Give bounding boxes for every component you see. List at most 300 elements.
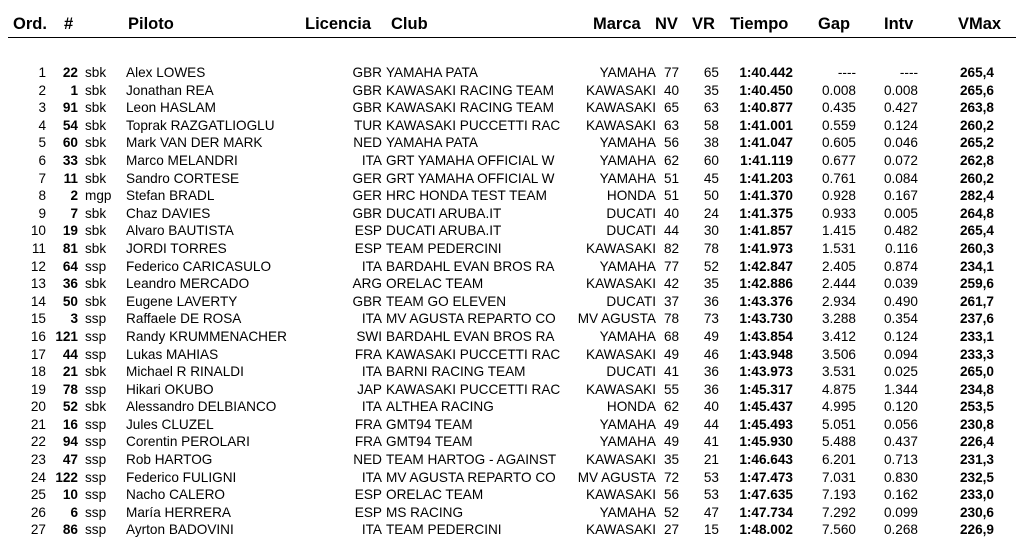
cell-cls: ssp (85, 522, 107, 538)
cell-marca: KAWASAKI (586, 276, 656, 292)
cell-tiempo: 1:41.047 (739, 135, 793, 151)
cell-gap: 2.444 (821, 276, 856, 292)
cell-marca: HONDA (606, 399, 656, 415)
cell-marca: YAMAHA (599, 328, 656, 344)
table-row (0, 152, 1024, 170)
cell-ord: 4 (38, 117, 46, 133)
cell-nv: 62 (664, 399, 680, 415)
cell-num: 47 (62, 452, 78, 468)
cell-nv: 63 (664, 117, 680, 133)
cell-num: 54 (62, 117, 78, 133)
cell-ord: 13 (30, 276, 46, 292)
cell-intv: 0.039 (883, 276, 918, 292)
cell-num: 11 (63, 170, 78, 186)
table-row (0, 451, 1024, 469)
cell-lic: ESP (354, 504, 382, 520)
cell-marca: KAWASAKI (586, 381, 656, 397)
cell-gap: 7.193 (821, 487, 856, 503)
header-ord: Ord. (13, 15, 47, 33)
cell-nv: 37 (664, 293, 680, 309)
cell-vr: 44 (703, 416, 719, 432)
cell-marca: KAWASAKI (586, 522, 656, 538)
cell-tiempo: 1:45.930 (739, 434, 793, 450)
cell-club: BARNI RACING TEAM (386, 364, 526, 380)
cell-club: DUCATI ARUBA.IT (386, 223, 502, 239)
cell-nv: 78 (664, 311, 680, 327)
cell-num: 19 (62, 223, 78, 239)
cell-cls: ssp (85, 381, 107, 397)
cell-cls: ssp (85, 487, 107, 503)
cell-cls: sbk (85, 82, 107, 98)
cell-vr: 45 (703, 170, 719, 186)
table-row (0, 205, 1024, 223)
cell-nv: 35 (664, 452, 680, 468)
cell-gap: 4.875 (821, 381, 856, 397)
cell-intv: 0.427 (883, 100, 918, 116)
cell-cls: sbk (85, 276, 107, 292)
cell-tiempo: 1:43.973 (739, 364, 793, 380)
table-row (0, 486, 1024, 504)
cell-intv: 0.482 (883, 223, 918, 239)
cell-intv: 0.099 (883, 504, 918, 520)
cell-intv: 0.167 (883, 188, 918, 204)
cell-tiempo: 1:40.450 (739, 82, 793, 98)
cell-club: ORELAC TEAM (386, 487, 484, 503)
cell-tiempo: 1:40.877 (739, 100, 793, 116)
table-row (0, 64, 1024, 82)
cell-num: 60 (62, 135, 78, 151)
cell-ord: 2 (38, 82, 46, 98)
cell-club: KAWASAKI RACING TEAM (386, 100, 554, 116)
cell-marca: MV AGUSTA (577, 311, 656, 327)
cell-club: MV AGUSTA REPARTO CO (386, 311, 556, 327)
header-divider (8, 37, 1016, 38)
cell-vmax: 233,3 (959, 346, 994, 362)
cell-gap: 7.031 (821, 469, 856, 485)
cell-cls: sbk (85, 240, 107, 256)
cell-piloto: Ayrton BADOVINI (126, 522, 234, 538)
cell-num: 91 (62, 100, 78, 116)
cell-gap: 0.933 (821, 205, 856, 221)
table-row (0, 258, 1024, 276)
cell-club: BARDAHL EVAN BROS RA (386, 328, 555, 344)
cell-tiempo: 1:47.734 (739, 504, 793, 520)
cell-vmax: 233,1 (959, 328, 994, 344)
cell-vr: 65 (703, 65, 719, 80)
cell-piloto: Stefan BRADL (126, 188, 215, 204)
cell-nv: 77 (664, 258, 680, 274)
cell-cls: ssp (85, 328, 107, 344)
cell-tiempo: 1:42.886 (739, 276, 793, 292)
cell-cls: ssp (85, 434, 107, 450)
cell-club: YAMAHA PATA (386, 135, 478, 151)
cell-vr: 63 (703, 100, 719, 116)
cell-vr: 50 (703, 188, 719, 204)
cell-piloto: Leandro MERCADO (126, 276, 250, 292)
cell-vmax: 232,5 (959, 469, 994, 485)
cell-vmax: 264,8 (959, 205, 994, 221)
cell-vr: 21 (703, 452, 719, 468)
cell-cls: sbk (85, 170, 107, 186)
cell-club: BARDAHL EVAN BROS RA (386, 258, 555, 274)
table-row (0, 346, 1024, 364)
cell-ord: 10 (30, 223, 46, 239)
cell-vmax: 261,7 (959, 293, 994, 309)
cell-vr: 36 (703, 293, 719, 309)
cell-vmax: 230,6 (959, 504, 994, 520)
cell-num: 122 (55, 469, 78, 485)
cell-num: 22 (62, 65, 78, 80)
cell-marca: YAMAHA (599, 434, 656, 450)
cell-vmax: 230,8 (959, 416, 994, 432)
cell-ord: 23 (30, 452, 46, 468)
cell-tiempo: 1:41.370 (739, 188, 793, 204)
cell-piloto: JORDI TORRES (126, 240, 227, 256)
cell-ord: 1 (38, 65, 46, 80)
cell-marca: KAWASAKI (586, 82, 656, 98)
cell-intv: 0.354 (883, 311, 918, 327)
cell-club: ALTHEA RACING (386, 399, 494, 415)
cell-piloto: María HERRERA (126, 504, 231, 520)
cell-lic: TUR (354, 117, 382, 133)
cell-marca: DUCATI (606, 223, 656, 239)
table-row (0, 170, 1024, 188)
cell-tiempo: 1:41.375 (739, 205, 793, 221)
cell-club: MV AGUSTA REPARTO CO (386, 469, 556, 485)
cell-intv: 0.084 (883, 170, 918, 186)
cell-nv: 65 (664, 100, 680, 116)
cell-tiempo: 1:47.635 (739, 487, 793, 503)
cell-piloto: Mark VAN DER MARK (126, 135, 263, 151)
cell-marca: DUCATI (606, 293, 656, 309)
cell-intv: 0.116 (884, 240, 918, 256)
cell-cls: ssp (85, 452, 107, 468)
cell-nv: 62 (664, 152, 680, 168)
cell-intv: 0.490 (883, 293, 918, 309)
cell-gap: 3.412 (821, 328, 856, 344)
cell-num: 44 (62, 346, 78, 362)
cell-vr: 78 (703, 240, 719, 256)
cell-tiempo: 1:47.473 (739, 469, 793, 485)
cell-nv: 56 (664, 487, 680, 503)
cell-cls: sbk (85, 135, 107, 151)
cell-num: 21 (62, 364, 78, 380)
cell-gap: 3.288 (821, 311, 856, 327)
cell-club: HRC HONDA TEST TEAM (386, 188, 547, 204)
cell-nv: 42 (664, 276, 680, 292)
cell-nv: 49 (664, 346, 680, 362)
cell-vmax: 265,6 (959, 82, 994, 98)
cell-nv: 40 (664, 82, 680, 98)
header-vmax: VMax (958, 15, 1002, 33)
cell-lic: GBR (352, 65, 382, 80)
table-row (0, 363, 1024, 381)
cell-num: 7 (70, 205, 78, 221)
cell-vmax: 260,2 (959, 170, 994, 186)
cell-marca: MV AGUSTA (577, 469, 656, 485)
cell-ord: 18 (30, 364, 46, 380)
cell-ord: 26 (30, 504, 46, 520)
cell-cls: sbk (85, 293, 107, 309)
cell-lic: GER (352, 188, 382, 204)
cell-intv: 0.874 (883, 258, 918, 274)
cell-piloto: Eugene LAVERTY (126, 293, 238, 309)
cell-gap: 1.531 (821, 240, 856, 256)
cell-piloto: Alex LOWES (126, 65, 206, 80)
cell-intv: 0.120 (883, 399, 918, 415)
cell-cls: mgp (85, 188, 112, 204)
cell-piloto: Federico FULIGNI (126, 469, 237, 485)
cell-num: 2 (70, 188, 78, 204)
cell-lic: FRA (354, 434, 382, 450)
cell-marca: YAMAHA (599, 65, 656, 80)
cell-marca: DUCATI (606, 205, 656, 221)
cell-gap: 7.292 (821, 504, 856, 520)
cell-vmax: 265,4 (959, 223, 994, 239)
cell-piloto: Corentin PEROLARI (126, 434, 250, 450)
cell-cls: sbk (85, 399, 107, 415)
cell-lic: ARG (352, 276, 382, 292)
cell-vmax: 234,1 (959, 258, 994, 274)
cell-cls: ssp (85, 504, 107, 520)
cell-vmax: 237,6 (959, 311, 994, 327)
cell-marca: YAMAHA (599, 416, 656, 432)
cell-ord: 9 (38, 205, 46, 221)
cell-vmax: 265,2 (959, 135, 994, 151)
cell-marca: YAMAHA (599, 170, 656, 186)
cell-num: 52 (62, 399, 78, 415)
header-nv: NV (655, 15, 678, 33)
table-row (0, 117, 1024, 135)
cell-gap: 0.008 (821, 82, 856, 98)
cell-intv: 0.025 (883, 364, 918, 380)
table-row (0, 82, 1024, 100)
cell-cls: ssp (85, 258, 107, 274)
cell-vmax: 231,3 (959, 452, 994, 468)
cell-num: 94 (62, 434, 78, 450)
cell-vr: 46 (703, 346, 719, 362)
cell-nv: 51 (664, 188, 680, 204)
cell-lic: GBR (352, 205, 382, 221)
cell-tiempo: 1:45.437 (739, 399, 793, 415)
cell-vr: 35 (703, 276, 719, 292)
cell-cls: sbk (85, 65, 107, 80)
table-row (0, 433, 1024, 451)
cell-vmax: 265,0 (959, 364, 994, 380)
cell-piloto: Michael R RINALDI (126, 364, 244, 380)
cell-piloto: Toprak RAZGATLIOGLU (126, 117, 275, 133)
cell-ord: 14 (30, 293, 46, 309)
cell-marca: KAWASAKI (586, 452, 656, 468)
cell-tiempo: 1:41.973 (739, 240, 793, 256)
cell-nv: 51 (664, 170, 680, 186)
cell-nv: 49 (664, 416, 680, 432)
cell-num: 36 (62, 276, 78, 292)
cell-gap: 0.928 (821, 188, 856, 204)
cell-ord: 7 (38, 170, 46, 186)
cell-lic: ITA (361, 522, 382, 538)
cell-num: 121 (55, 328, 78, 344)
cell-tiempo: 1:43.730 (739, 311, 793, 327)
cell-vmax: 265,4 (959, 65, 994, 80)
cell-lic: ESP (354, 487, 382, 503)
cell-lic: ITA (361, 311, 382, 327)
cell-num: 3 (70, 311, 78, 327)
cell-num: 33 (62, 152, 78, 168)
header-gap: Gap (818, 15, 851, 33)
cell-lic: NED (353, 135, 382, 151)
cell-marca: YAMAHA (599, 135, 656, 151)
cell-tiempo: 1:41.001 (739, 117, 793, 133)
cell-marca: KAWASAKI (586, 240, 656, 256)
header-club: Club (391, 15, 428, 33)
cell-intv: ---- (899, 65, 918, 80)
cell-vr: 52 (703, 258, 719, 274)
cell-ord: 21 (30, 416, 46, 432)
header-tiempo: Tiempo (730, 15, 789, 33)
cell-num: 16 (62, 416, 78, 432)
cell-intv: 0.713 (883, 452, 918, 468)
cell-piloto: Jonathan REA (126, 82, 214, 98)
cell-lic: GER (352, 170, 382, 186)
cell-nv: 27 (664, 522, 680, 538)
cell-gap: 0.435 (821, 100, 856, 116)
table-row (0, 99, 1024, 117)
cell-lic: NED (353, 452, 382, 468)
cell-tiempo: 1:41.857 (739, 223, 793, 239)
cell-marca: KAWASAKI (586, 100, 656, 116)
cell-intv: 0.056 (883, 416, 918, 432)
cell-tiempo: 1:48.002 (739, 522, 793, 538)
cell-marca: YAMAHA (599, 152, 656, 168)
cell-cls: ssp (85, 346, 107, 362)
cell-num: 78 (62, 381, 78, 397)
cell-vr: 41 (703, 434, 719, 450)
cell-piloto: Lukas MAHIAS (126, 346, 219, 362)
cell-gap: 1.415 (821, 223, 856, 239)
cell-ord: 12 (30, 258, 46, 274)
cell-vr: 36 (703, 381, 719, 397)
cell-club: DUCATI ARUBA.IT (386, 205, 502, 221)
cell-nv: 82 (664, 240, 680, 256)
table-row (0, 521, 1024, 539)
cell-ord: 5 (38, 135, 46, 151)
cell-club: MS RACING (386, 504, 464, 520)
cell-nv: 41 (664, 364, 680, 380)
table-row (0, 381, 1024, 399)
cell-tiempo: 1:43.854 (739, 328, 793, 344)
cell-vr: 73 (703, 311, 719, 327)
cell-ord: 6 (38, 152, 46, 168)
cell-club: GRT YAMAHA OFFICIAL W (386, 170, 555, 186)
cell-gap: 3.506 (821, 346, 856, 362)
header-intv: Intv (884, 15, 914, 33)
table-row (0, 240, 1024, 258)
table-row (0, 293, 1024, 311)
cell-intv: 0.268 (883, 522, 918, 538)
cell-num: 81 (62, 240, 78, 256)
cell-marca: KAWASAKI (586, 346, 656, 362)
table-row (0, 310, 1024, 328)
cell-num: 64 (62, 258, 78, 274)
cell-num: 10 (62, 487, 78, 503)
cell-intv: 1.344 (883, 381, 918, 397)
cell-tiempo: 1:41.203 (739, 170, 793, 186)
cell-gap: 5.051 (821, 416, 856, 432)
header-vr: VR (692, 15, 715, 33)
cell-vr: 58 (703, 117, 719, 133)
cell-num: 86 (62, 522, 78, 538)
cell-vmax: 260,3 (959, 240, 994, 256)
cell-vmax: 233,0 (959, 487, 994, 503)
cell-ord: 16 (30, 328, 46, 344)
cell-lic: ITA (361, 469, 382, 485)
cell-marca: YAMAHA (599, 258, 656, 274)
cell-vmax: 226,4 (959, 434, 994, 450)
cell-vr: 40 (703, 399, 719, 415)
cell-club: TEAM PEDERCINI (386, 522, 502, 538)
cell-cls: sbk (85, 152, 107, 168)
cell-piloto: Rob HARTOG (126, 452, 213, 468)
cell-lic: ITA (361, 364, 382, 380)
table-row (0, 187, 1024, 205)
cell-nv: 72 (664, 469, 680, 485)
cell-intv: 0.830 (883, 469, 918, 485)
cell-piloto: Nacho CALERO (126, 487, 225, 503)
cell-lic: ITA (361, 258, 382, 274)
cell-gap: 2.405 (821, 258, 856, 274)
table-row (0, 504, 1024, 522)
cell-ord: 22 (30, 434, 46, 450)
cell-lic: ESP (354, 240, 382, 256)
cell-nv: 68 (664, 328, 680, 344)
cell-club: YAMAHA PATA (386, 65, 478, 80)
cell-club: TEAM HARTOG - AGAINST (386, 452, 557, 468)
cell-lic: ESP (354, 223, 382, 239)
cell-tiempo: 1:43.376 (739, 293, 793, 309)
cell-intv: 0.008 (883, 82, 918, 98)
cell-lic: SWI (356, 328, 382, 344)
cell-lic: JAP (357, 381, 382, 397)
cell-vr: 53 (703, 469, 719, 485)
cell-gap: 0.761 (821, 170, 856, 186)
cell-gap: 7.560 (821, 522, 856, 538)
table-row (0, 469, 1024, 487)
cell-piloto: Chaz DAVIES (126, 205, 211, 221)
cell-intv: 0.046 (883, 135, 918, 151)
cell-gap: 4.995 (821, 399, 856, 415)
cell-piloto: Randy KRUMMENACHER (126, 328, 287, 344)
cell-lic: GBR (352, 82, 382, 98)
cell-lic: FRA (354, 416, 382, 432)
cell-gap: 2.934 (821, 293, 856, 309)
cell-tiempo: 1:43.948 (739, 346, 793, 362)
table-row (0, 398, 1024, 416)
cell-vr: 24 (703, 205, 719, 221)
table-header (0, 0, 1024, 40)
cell-piloto: Hikari OKUBO (126, 381, 214, 397)
header-marca: Marca (593, 15, 641, 33)
cell-lic: ITA (361, 399, 382, 415)
cell-vr: 49 (703, 328, 719, 344)
cell-piloto: Jules CLUZEL (126, 416, 214, 432)
cell-ord: 8 (38, 188, 46, 204)
cell-num: 50 (62, 293, 78, 309)
cell-nv: 56 (664, 135, 680, 151)
cell-marca: YAMAHA (599, 504, 656, 520)
table-row (0, 328, 1024, 346)
cell-gap: 3.531 (821, 364, 856, 380)
